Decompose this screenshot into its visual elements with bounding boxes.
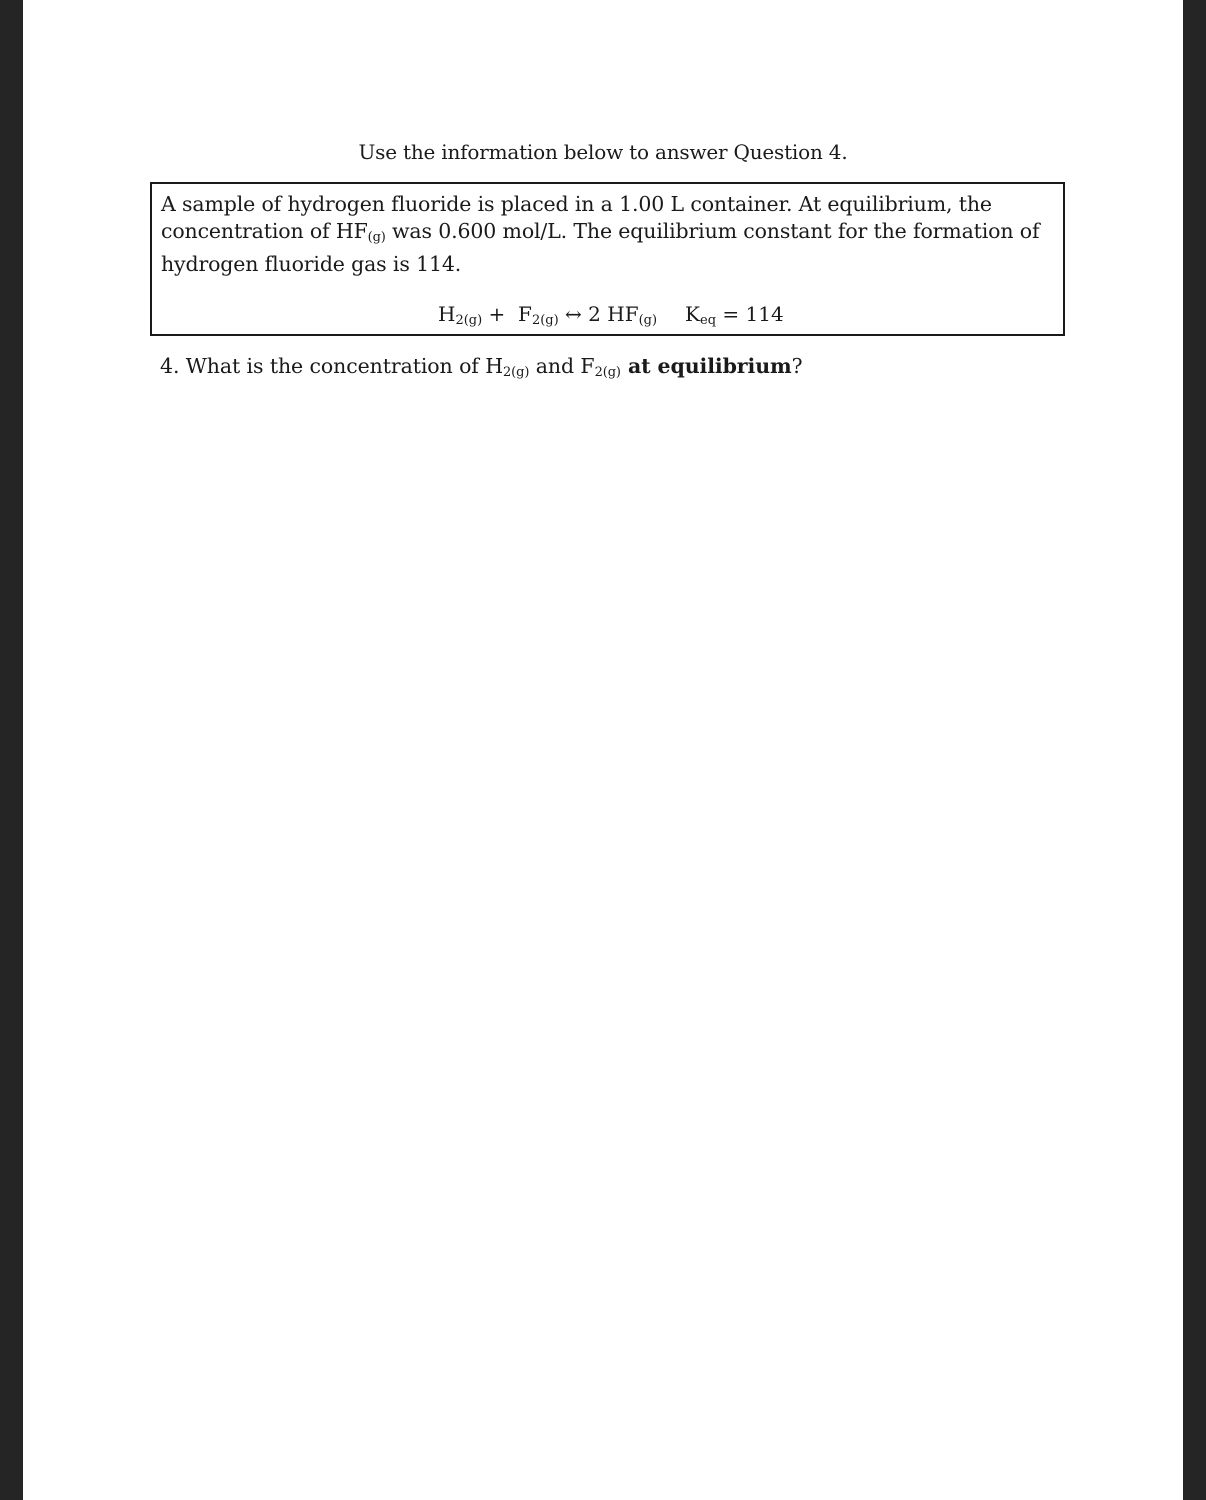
eq-h2-subscript: 2(g) [455, 313, 483, 328]
eq-hf: 2 HF [588, 302, 639, 326]
eq-keq-value: = 114 [716, 302, 784, 326]
question-prefix: 4. What is the concentration of H [160, 354, 503, 378]
question-f2-subscript: 2(g) [594, 365, 621, 380]
eq-keq: K [685, 302, 700, 326]
info-line-2-start: concentration of HF [161, 218, 368, 243]
info-line-2-end: was 0.600 mol/L. The equilibrium constant for the formation of [385, 218, 1040, 243]
hf-state-subscript: (g) [367, 229, 386, 245]
question-bold-text: at equilibrium [620, 354, 792, 378]
viewer-frame-right [1183, 0, 1206, 1500]
info-line-1: A sample of hydrogen fluoride is placed in a 1.00 L container. At equilibrium, the [161, 192, 992, 216]
eq-arrow: ↔ [558, 302, 589, 326]
instruction-text: Use the information below to answer Question 4. [358, 140, 848, 164]
info-line-3: hydrogen fluoride gas is 114. [161, 252, 462, 276]
eq-plus: + [482, 302, 519, 326]
question-suffix: ? [791, 354, 803, 378]
information-paragraph [161, 191, 1051, 278]
question-h2-subscript: 2(g) [503, 365, 530, 380]
question-middle: and F [529, 354, 595, 378]
viewer-frame-left [0, 0, 23, 1500]
information-box [150, 182, 1065, 336]
eq-h2: H [438, 302, 456, 326]
eq-keq-subscript: eq [700, 313, 717, 328]
reaction-equation [438, 301, 784, 334]
eq-f2-subscript: 2(g) [531, 313, 559, 328]
question-4 [160, 352, 803, 387]
eq-hf-subscript: (g) [638, 313, 658, 328]
eq-f2: F [518, 302, 532, 326]
